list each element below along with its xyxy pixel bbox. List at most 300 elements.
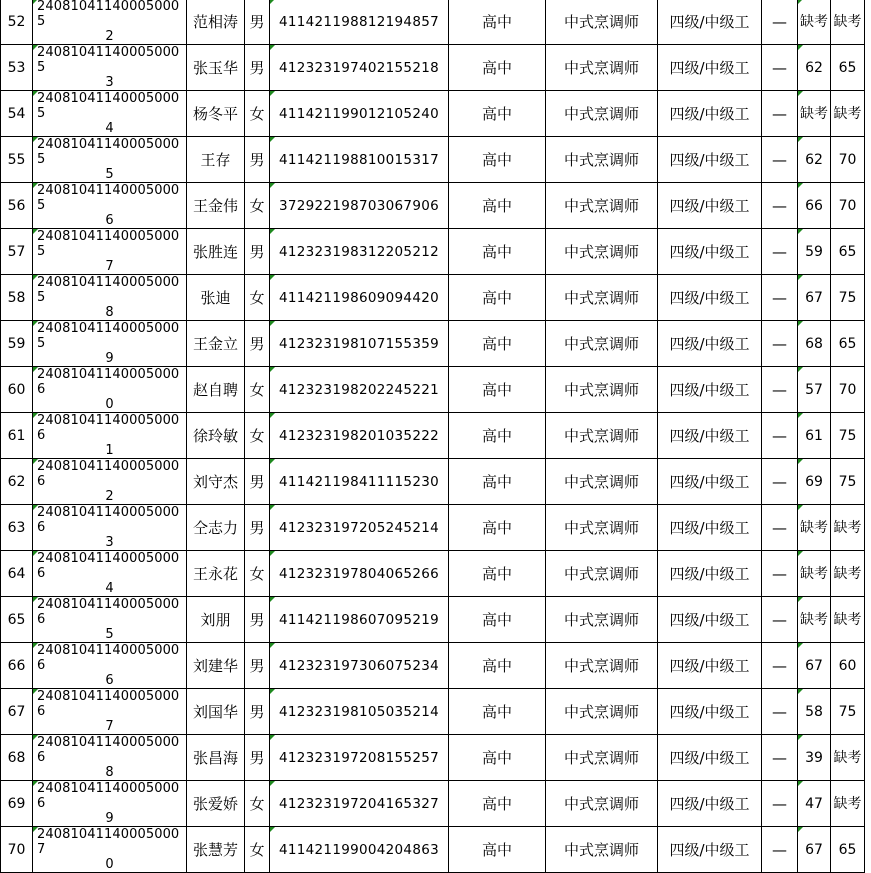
cell-dash[interactable] (762, 597, 798, 643)
cell-theory-score[interactable] (798, 183, 831, 229)
cell-practice-score-text: 缺考 (833, 519, 862, 536)
cell-occupation[interactable] (546, 275, 658, 321)
cell-practice-score-text: 70 (838, 381, 857, 398)
cell-education[interactable] (449, 229, 546, 275)
cell-dash[interactable] (762, 183, 798, 229)
cell-id-number[interactable] (270, 413, 449, 459)
cell-id-number-text: 411421199012105240 (278, 105, 439, 122)
cell-education-text: 高中 (481, 611, 512, 629)
cell-id-number-text: 412323197804065266 (278, 565, 439, 582)
cell-education[interactable] (449, 505, 546, 551)
cell-level[interactable] (658, 781, 762, 827)
cell-id-number[interactable] (270, 781, 449, 827)
cell-level[interactable] (658, 413, 762, 459)
cell-theory-score[interactable] (798, 229, 831, 275)
cell-seq[interactable] (1, 229, 33, 275)
cell-id-number[interactable] (270, 183, 449, 229)
ticket-number-line1: 240810411400050005 (37, 275, 180, 305)
cell-dash-text: — (772, 288, 787, 307)
cell-practice-score-text: 70 (838, 151, 857, 168)
cell-occupation[interactable] (546, 0, 658, 45)
cell-level[interactable] (658, 735, 762, 781)
cell-id-number[interactable] (270, 735, 449, 781)
cell-name-text: 杨冬平 (192, 105, 238, 123)
cell-occupation-text: 中式烹调师 (563, 105, 639, 123)
cell-gender[interactable] (245, 413, 270, 459)
cell-ticket-number[interactable] (33, 735, 187, 781)
cell-practice-score-text: 60 (838, 657, 857, 674)
cell-ticket-number[interactable] (33, 183, 187, 229)
cell-id-number[interactable] (270, 505, 449, 551)
cell-seq[interactable] (1, 597, 33, 643)
cell-occupation[interactable] (546, 781, 658, 827)
cell-theory-score[interactable] (798, 781, 831, 827)
cell-occupation[interactable] (546, 183, 658, 229)
cell-name[interactable] (187, 827, 245, 873)
cell-seq[interactable] (1, 137, 33, 183)
cell-ticket-number[interactable] (33, 45, 187, 91)
cell-practice-score-text: 75 (838, 289, 857, 306)
cell-practice-score-text: 65 (838, 335, 857, 352)
cell-dash[interactable] (762, 275, 798, 321)
cell-theory-score[interactable] (798, 137, 831, 183)
ticket-number-line1: 240810411400050006 (37, 459, 180, 489)
cell-gender[interactable] (245, 183, 270, 229)
cell-name[interactable] (187, 505, 245, 551)
cell-id-number-text: 411421198411115230 (278, 473, 439, 490)
cell-ticket-number[interactable] (33, 367, 187, 413)
table-row (1, 45, 865, 91)
cell-occupation[interactable] (546, 459, 658, 505)
cell-gender[interactable] (245, 367, 270, 413)
cell-dash[interactable] (762, 505, 798, 551)
ticket-number-line2: 8 (105, 305, 114, 320)
cell-dash[interactable] (762, 0, 798, 45)
cell-occupation[interactable] (546, 137, 658, 183)
cell-education[interactable] (449, 735, 546, 781)
cell-seq-text: 61 (7, 427, 26, 444)
cell-seq[interactable] (1, 827, 33, 873)
cell-level[interactable] (658, 689, 762, 735)
cell-practice-score[interactable] (831, 367, 865, 413)
cell-education[interactable] (449, 413, 546, 459)
cell-gender[interactable] (245, 505, 270, 551)
cell-ticket-number[interactable] (33, 321, 187, 367)
cell-education[interactable] (449, 183, 546, 229)
table-row (1, 413, 865, 459)
cell-theory-score-text: 缺考 (800, 519, 828, 536)
cell-seq[interactable] (1, 0, 33, 45)
ticket-number-line1: 240810411400050006 (37, 367, 180, 397)
cell-name[interactable] (187, 321, 245, 367)
cell-gender[interactable] (245, 551, 270, 597)
cell-gender[interactable] (245, 781, 270, 827)
cell-gender-text: 男 (249, 59, 265, 77)
cell-practice-score[interactable] (831, 183, 865, 229)
cell-level[interactable] (658, 643, 762, 689)
cell-dash[interactable] (762, 413, 798, 459)
cell-practice-score-text: 缺考 (833, 565, 862, 582)
cell-level[interactable] (658, 597, 762, 643)
cell-ticket-number[interactable] (33, 229, 187, 275)
cell-practice-score[interactable] (831, 735, 865, 781)
cell-gender[interactable] (245, 91, 270, 137)
cell-dash-text: — (772, 840, 787, 859)
cell-id-number-text: 372922198703067906 (278, 197, 439, 214)
cell-education[interactable] (449, 781, 546, 827)
cell-practice-score[interactable] (831, 781, 865, 827)
cell-gender[interactable] (245, 459, 270, 505)
cell-education-text: 高中 (481, 427, 512, 445)
cell-theory-score[interactable] (798, 459, 831, 505)
ticket-number-line2: 5 (105, 627, 114, 642)
cell-id-number[interactable] (270, 45, 449, 91)
cell-name[interactable] (187, 275, 245, 321)
cell-gender[interactable] (245, 689, 270, 735)
cell-education-text: 高中 (481, 105, 512, 123)
table-row (1, 321, 865, 367)
cell-theory-score[interactable] (798, 643, 831, 689)
cell-level-text: 四级/中级工 (669, 519, 750, 537)
cell-practice-score[interactable] (831, 413, 865, 459)
cell-theory-score[interactable] (798, 597, 831, 643)
cell-practice-score[interactable] (831, 137, 865, 183)
cell-level[interactable] (658, 0, 762, 45)
cell-practice-score-text: 缺考 (833, 13, 862, 30)
cell-seq[interactable] (1, 689, 33, 735)
cell-id-number-text: 412323197208155257 (278, 749, 439, 766)
cell-practice-score-text: 缺考 (833, 749, 862, 766)
cell-education-text: 高中 (481, 197, 512, 215)
cell-name[interactable] (187, 183, 245, 229)
cell-occupation-text: 中式烹调师 (563, 703, 639, 721)
cell-practice-score[interactable] (831, 689, 865, 735)
cell-ticket-number[interactable] (33, 91, 187, 137)
cell-id-number[interactable] (270, 459, 449, 505)
cell-education[interactable] (449, 459, 546, 505)
cell-ticket-number[interactable] (33, 597, 187, 643)
cell-occupation-text: 中式烹调师 (563, 243, 639, 261)
ticket-number-line2: 5 (105, 167, 114, 182)
cell-ticket-number[interactable] (33, 0, 187, 45)
cell-practice-score[interactable] (831, 91, 865, 137)
ticket-number-line1: 240810411400050005 (37, 183, 180, 213)
cell-theory-score[interactable] (798, 321, 831, 367)
cell-education[interactable] (449, 551, 546, 597)
cell-gender[interactable] (245, 45, 270, 91)
cell-level[interactable] (658, 137, 762, 183)
cell-education[interactable] (449, 643, 546, 689)
cell-practice-score[interactable] (831, 643, 865, 689)
cell-theory-score[interactable] (798, 827, 831, 873)
cell-ticket-number[interactable] (33, 551, 187, 597)
cell-education[interactable] (449, 275, 546, 321)
cell-id-number[interactable] (270, 551, 449, 597)
cell-education[interactable] (449, 0, 546, 45)
cell-practice-score[interactable] (831, 45, 865, 91)
cell-name[interactable] (187, 459, 245, 505)
cell-gender-text: 女 (249, 105, 265, 123)
cell-level[interactable] (658, 321, 762, 367)
cell-practice-score[interactable] (831, 827, 865, 873)
cell-id-number[interactable] (270, 827, 449, 873)
cell-id-number-text: 412323197205245214 (278, 519, 439, 536)
cell-practice-score[interactable] (831, 229, 865, 275)
cell-occupation[interactable] (546, 643, 658, 689)
cell-theory-score[interactable] (798, 367, 831, 413)
cell-seq[interactable] (1, 45, 33, 91)
cell-dash[interactable] (762, 91, 798, 137)
cell-gender[interactable] (245, 229, 270, 275)
cell-dash[interactable] (762, 689, 798, 735)
cell-gender-text: 女 (249, 381, 265, 399)
cell-ticket-number[interactable] (33, 459, 187, 505)
cell-practice-score[interactable] (831, 275, 865, 321)
cell-education[interactable] (449, 689, 546, 735)
cell-ticket-number[interactable] (33, 643, 187, 689)
cell-seq[interactable] (1, 781, 33, 827)
ticket-number-line1: 240810411400050006 (37, 505, 180, 535)
cell-ticket-number[interactable] (33, 827, 187, 873)
cell-occupation[interactable] (546, 551, 658, 597)
table-row (1, 229, 865, 275)
cell-gender[interactable] (245, 275, 270, 321)
cell-theory-score[interactable] (798, 735, 831, 781)
cell-dash[interactable] (762, 45, 798, 91)
cell-id-number-text: 412323197402155218 (278, 59, 439, 76)
cell-name-text: 王永花 (192, 565, 238, 583)
cell-practice-score[interactable] (831, 597, 865, 643)
cell-id-number[interactable] (270, 275, 449, 321)
cell-level[interactable] (658, 551, 762, 597)
cell-theory-score-text: 66 (805, 197, 823, 214)
cell-gender[interactable] (245, 827, 270, 873)
cell-occupation[interactable] (546, 229, 658, 275)
cell-theory-score[interactable] (798, 505, 831, 551)
cell-name[interactable] (187, 643, 245, 689)
cell-id-number-text: 412323197204165327 (278, 795, 439, 812)
cell-gender[interactable] (245, 137, 270, 183)
cell-level[interactable] (658, 91, 762, 137)
cell-education[interactable] (449, 367, 546, 413)
cell-ticket-number[interactable] (33, 505, 187, 551)
ticket-number-line2: 3 (105, 535, 114, 550)
cell-gender[interactable] (245, 735, 270, 781)
cell-dash-text: — (772, 334, 787, 353)
cell-occupation[interactable] (546, 735, 658, 781)
cell-level-text: 四级/中级工 (669, 795, 750, 813)
cell-education[interactable] (449, 827, 546, 873)
cell-ticket-number[interactable] (33, 413, 187, 459)
cell-theory-score[interactable] (798, 91, 831, 137)
cell-occupation[interactable] (546, 827, 658, 873)
ticket-number-line1: 240810411400050006 (37, 551, 180, 581)
cell-occupation-text: 中式烹调师 (563, 335, 639, 353)
cell-occupation-text: 中式烹调师 (563, 151, 639, 169)
cell-seq[interactable] (1, 505, 33, 551)
cell-name[interactable] (187, 689, 245, 735)
cell-id-number[interactable] (270, 229, 449, 275)
cell-level[interactable] (658, 367, 762, 413)
cell-theory-score-text: 缺考 (800, 105, 828, 122)
cell-occupation[interactable] (546, 321, 658, 367)
cell-dash-text: — (772, 518, 787, 537)
cell-dash-text: — (772, 242, 787, 261)
cell-occupation[interactable] (546, 597, 658, 643)
cell-dash[interactable] (762, 643, 798, 689)
cell-education-text: 高中 (481, 13, 512, 31)
cell-gender-text: 女 (249, 197, 265, 215)
cell-practice-score[interactable] (831, 459, 865, 505)
cell-practice-score[interactable] (831, 505, 865, 551)
cell-occupation[interactable] (546, 45, 658, 91)
ticket-number-line1: 240810411400050005 (37, 0, 180, 29)
cell-practice-score-text: 75 (838, 703, 857, 720)
cell-theory-score[interactable] (798, 275, 831, 321)
cell-seq[interactable] (1, 643, 33, 689)
cell-occupation-text: 中式烹调师 (563, 197, 639, 215)
cell-level[interactable] (658, 45, 762, 91)
cell-name[interactable] (187, 0, 245, 45)
cell-ticket-number[interactable] (33, 137, 187, 183)
cell-seq[interactable] (1, 91, 33, 137)
cell-level-text: 四级/中级工 (669, 841, 750, 859)
table-row (1, 367, 865, 413)
cell-level[interactable] (658, 229, 762, 275)
cell-gender-text: 男 (249, 703, 265, 721)
cell-level-text: 四级/中级工 (669, 335, 750, 353)
cell-name[interactable] (187, 551, 245, 597)
cell-seq[interactable] (1, 183, 33, 229)
cell-name[interactable] (187, 735, 245, 781)
cell-id-number-text: 411421198607095219 (278, 611, 439, 628)
cell-seq[interactable] (1, 367, 33, 413)
cell-id-number[interactable] (270, 643, 449, 689)
ticket-number-line2: 8 (105, 765, 114, 780)
cell-id-number[interactable] (270, 321, 449, 367)
cell-dash[interactable] (762, 459, 798, 505)
cell-name[interactable] (187, 781, 245, 827)
cell-gender[interactable] (245, 321, 270, 367)
cell-name[interactable] (187, 137, 245, 183)
cell-education[interactable] (449, 91, 546, 137)
cell-gender-text: 男 (249, 657, 265, 675)
cell-seq[interactable] (1, 275, 33, 321)
cell-dash[interactable] (762, 827, 798, 873)
cell-id-number[interactable] (270, 367, 449, 413)
cell-gender-text: 男 (249, 519, 265, 537)
cell-gender[interactable] (245, 0, 270, 45)
cell-practice-score-text: 70 (838, 197, 857, 214)
cell-practice-score[interactable] (831, 321, 865, 367)
cell-seq[interactable] (1, 551, 33, 597)
cell-theory-score-text: 67 (805, 289, 823, 306)
ticket-number-line1: 240810411400050006 (37, 413, 180, 443)
cell-theory-score[interactable] (798, 551, 831, 597)
cell-level[interactable] (658, 183, 762, 229)
cell-theory-score[interactable] (798, 0, 831, 45)
cell-theory-score[interactable] (798, 45, 831, 91)
cell-ticket-number[interactable] (33, 275, 187, 321)
cell-dash[interactable] (762, 367, 798, 413)
cell-name[interactable] (187, 413, 245, 459)
cell-occupation[interactable] (546, 413, 658, 459)
cell-dash[interactable] (762, 735, 798, 781)
cell-id-number[interactable] (270, 0, 449, 45)
cell-name[interactable] (187, 597, 245, 643)
cell-name[interactable] (187, 229, 245, 275)
cell-level-text: 四级/中级工 (669, 657, 750, 675)
cell-dash-text: — (772, 150, 787, 169)
cell-ticket-number[interactable] (33, 781, 187, 827)
cell-practice-score[interactable] (831, 551, 865, 597)
cell-seq[interactable] (1, 459, 33, 505)
cell-practice-score-text: 65 (838, 841, 857, 858)
cell-level[interactable] (658, 505, 762, 551)
cell-id-number[interactable] (270, 597, 449, 643)
cell-occupation[interactable] (546, 505, 658, 551)
table-row (1, 505, 865, 551)
cell-dash[interactable] (762, 781, 798, 827)
cell-seq[interactable] (1, 321, 33, 367)
cell-dash[interactable] (762, 551, 798, 597)
cell-gender-text: 男 (249, 335, 265, 353)
cell-education[interactable] (449, 321, 546, 367)
cell-gender[interactable] (245, 597, 270, 643)
ticket-number-line1: 240810411400050005 (37, 229, 180, 259)
cell-theory-score-text: 59 (805, 243, 823, 260)
cell-id-number-text: 412323198105035214 (278, 703, 439, 720)
cell-name-text: 刘守杰 (192, 473, 238, 491)
cell-theory-score[interactable] (798, 689, 831, 735)
cell-occupation[interactable] (546, 367, 658, 413)
cell-id-number-text: 412323198202245221 (278, 381, 439, 398)
cell-occupation[interactable] (546, 91, 658, 137)
cell-theory-score-text: 61 (805, 427, 823, 444)
cell-gender[interactable] (245, 643, 270, 689)
cell-id-number[interactable] (270, 137, 449, 183)
cell-dash[interactable] (762, 321, 798, 367)
cell-id-number[interactable] (270, 91, 449, 137)
cell-theory-score-text: 缺考 (800, 565, 828, 582)
cell-practice-score[interactable] (831, 0, 865, 45)
cell-education[interactable] (449, 45, 546, 91)
cell-dash[interactable] (762, 229, 798, 275)
table-row (1, 827, 865, 873)
cell-seq-text: 64 (7, 565, 26, 582)
cell-name[interactable] (187, 91, 245, 137)
cell-education[interactable] (449, 137, 546, 183)
cell-seq[interactable] (1, 735, 33, 781)
cell-id-number[interactable] (270, 689, 449, 735)
cell-level-text: 四级/中级工 (669, 381, 750, 399)
cell-level[interactable] (658, 275, 762, 321)
cell-occupation[interactable] (546, 689, 658, 735)
cell-dash-text: — (772, 702, 787, 721)
cell-name[interactable] (187, 367, 245, 413)
cell-seq[interactable] (1, 413, 33, 459)
cell-seq-text: 54 (7, 105, 26, 122)
cell-name-text: 刘建华 (192, 657, 238, 675)
cell-theory-score[interactable] (798, 413, 831, 459)
cell-name[interactable] (187, 45, 245, 91)
cell-ticket-number[interactable] (33, 689, 187, 735)
cell-dash[interactable] (762, 137, 798, 183)
cell-level[interactable] (658, 827, 762, 873)
cell-level[interactable] (658, 459, 762, 505)
cell-theory-score-text: 67 (805, 841, 823, 858)
cell-education[interactable] (449, 597, 546, 643)
